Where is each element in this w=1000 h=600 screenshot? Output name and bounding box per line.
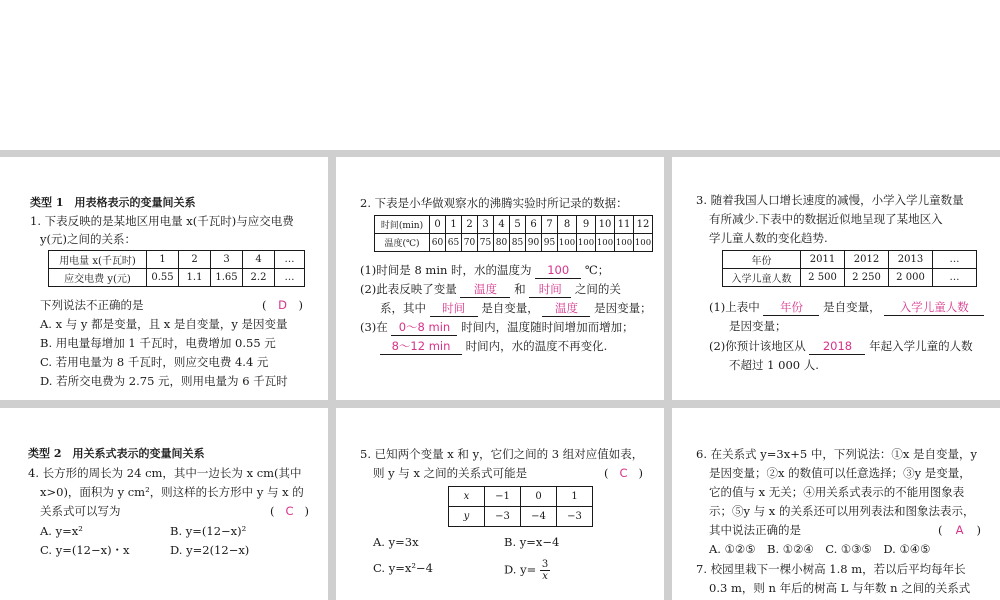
option-a: A. x 与 y 都是变量，且 x 是自变量，y 是因变量	[40, 317, 288, 331]
question-text: 5. 已知两个变量 x 和 y，它们之间的 3 组对应值如表，	[360, 447, 644, 461]
table-cell: 100	[596, 234, 615, 252]
table-cell: 70	[462, 234, 478, 252]
table-row	[49, 269, 305, 287]
table-cell: 95	[542, 234, 558, 252]
answer-value: C	[619, 466, 628, 480]
fill-blank: 温度	[460, 282, 510, 298]
subquestion-1	[360, 261, 609, 279]
fill-blank: 0～8 min	[391, 320, 457, 336]
table-cell: 用电量 x(千瓦时)	[49, 251, 147, 269]
table-cell: 2 000	[889, 269, 933, 287]
subquestion-text: 系，其中	[380, 301, 426, 315]
table-cell: 65	[446, 234, 462, 252]
table-cell: 入学儿童人数	[723, 269, 801, 287]
subquestion-text: (2)你预计该地区从	[709, 339, 806, 353]
fraction-denominator: x	[542, 571, 548, 582]
fill-blank: 100	[535, 263, 581, 279]
question-text: 有所减少.下表中的数据近似地呈现了某地区入	[709, 212, 943, 226]
table-cell: 1.65	[211, 269, 243, 287]
table-cell: 60	[430, 234, 446, 252]
table-row	[375, 234, 653, 252]
subquestion-text: ℃；	[584, 263, 610, 277]
table-cell: 2013	[889, 251, 933, 269]
question-text: 示；⑤y 与 x 的关系还可以用列表法和图象法表示，	[709, 504, 975, 518]
section-title: 类型 1 用表格表示的变量间关系	[30, 196, 196, 209]
question-prompt: 下列说法不正确的是	[40, 298, 144, 312]
table-cell: 9	[577, 216, 596, 234]
table-cell: 5	[510, 216, 526, 234]
table-cell: 2.2	[243, 269, 275, 287]
fraction-numerator: 3	[541, 559, 549, 570]
table-cell: 2012	[845, 251, 889, 269]
table-cell: −4	[521, 507, 557, 527]
table-cell: 0	[521, 487, 557, 507]
option-b: B. 用电量每增加 1 千瓦时，电费增加 0.55 元	[40, 336, 276, 350]
section-title: 类型 2 用关系式表示的变量间关系	[28, 447, 205, 460]
table-cell: …	[275, 251, 305, 269]
table-cell: 100	[615, 234, 634, 252]
table-cell: x	[449, 487, 485, 507]
question-text: 它的值与 x 无关；④用关系式表示的不能用图象表	[709, 485, 965, 499]
option-a: A. y=3x	[373, 535, 419, 549]
table-cell: …	[933, 269, 977, 287]
fill-blank: 2018	[809, 339, 865, 355]
table-cell: 100	[634, 234, 653, 252]
subquestion-1	[709, 298, 984, 316]
answer-value: A	[955, 523, 964, 537]
option-a: A. y=x²	[40, 524, 83, 538]
table-cell: 温度(℃)	[375, 234, 430, 252]
question-text: 其中说法正确的是	[709, 523, 801, 537]
question-text: 4. 长方形的周长为 24 cm，其中一边长为 x cm(其中	[28, 466, 302, 480]
data-table	[374, 215, 653, 252]
subquestion-2-cont	[380, 299, 652, 317]
table-cell: 3	[478, 216, 494, 234]
subquestion-text: 和	[514, 282, 526, 296]
option-c: C. y=(12−x)・x	[40, 543, 130, 557]
fill-blank: 温度	[542, 301, 590, 317]
subquestion-text: (1)上表中	[709, 300, 760, 314]
question-text: 1. 下表反映的是某地区用电量 x(千瓦时)与应交电费	[30, 214, 294, 228]
question-text: 3. 随着我国人口增长速度的减慢，小学入学儿童数量	[696, 193, 964, 207]
table-cell: 2 250	[845, 269, 889, 287]
table-cell: 7	[542, 216, 558, 234]
panel-q6	[672, 408, 1000, 600]
subquestion-text: 不超过 1 000 人.	[729, 358, 819, 372]
option-d	[504, 559, 550, 582]
question-text: 6. 在关系式 y=3x+5 中，下列说法：①x 是自变量，y	[696, 447, 977, 461]
subquestion-text: 时间内，水的温度不再变化.	[465, 339, 608, 353]
subquestion-text: 之间的关	[574, 282, 621, 296]
question-text: 是因变量；②x 的数值可以任意选择；③y 是变量，	[709, 466, 971, 480]
table-cell: 应交电费 y(元)	[49, 269, 147, 287]
question-text: 学儿童人数的变化趋势.	[709, 231, 828, 245]
table-row	[449, 507, 593, 527]
subquestion-3	[360, 318, 634, 336]
panel-q3	[672, 157, 1000, 400]
option-c: C. 若用电量为 8 千瓦时，则应交电费 4.4 元	[40, 355, 269, 369]
table-cell: 2 500	[801, 269, 845, 287]
subquestion-text: 是自变量，	[823, 300, 881, 314]
table-cell: …	[933, 251, 977, 269]
table-cell: 2	[179, 251, 211, 269]
table-cell: 90	[526, 234, 542, 252]
data-table	[722, 250, 977, 287]
answer-bracket: ( D )	[262, 298, 303, 312]
fill-blank: 入学儿童人数	[884, 300, 984, 316]
fill-blank: 8～12 min	[380, 339, 462, 355]
table-cell: 100	[558, 234, 577, 252]
answer-bracket: ( C )	[604, 466, 643, 480]
option-d: D. 若所交电费为 2.75 元，则用电量为 6 千瓦时	[40, 374, 288, 388]
table-row	[449, 487, 593, 507]
table-cell: 年份	[723, 251, 801, 269]
subquestion-text: 是因变量；	[729, 319, 787, 333]
question-text: 0.3 m，则 n 年后的树高 L 与年数 n 之间的关系式	[709, 581, 971, 595]
fill-blank: 时间	[430, 301, 478, 317]
table-cell: 1.1	[179, 269, 211, 287]
table-cell: 100	[577, 234, 596, 252]
options-line: A. ①②⑤ B. ①②④ C. ①③⑤ D. ①④⑤	[709, 542, 931, 556]
table-cell: 75	[478, 234, 494, 252]
table-cell: 4	[243, 251, 275, 269]
answer-value: D	[278, 298, 287, 312]
question-text: 则 y 与 x 之间的关系式可能是	[373, 466, 528, 480]
table-cell: 1	[557, 487, 593, 507]
table-row	[723, 251, 977, 269]
table-cell: 2	[462, 216, 478, 234]
answer-bracket: ( A )	[938, 523, 981, 537]
data-table	[448, 486, 593, 527]
table-cell: 2011	[801, 251, 845, 269]
option-text: D. y=	[504, 562, 537, 577]
table-cell: 4	[494, 216, 510, 234]
panel-q2	[336, 157, 664, 400]
table-cell: 11	[615, 216, 634, 234]
table-cell: 3	[211, 251, 243, 269]
table-cell: …	[275, 269, 305, 287]
option-b: B. y=(12−x)²	[170, 524, 247, 538]
question-text: 2. 下表是小华做观察水的沸腾实验时所记录的数据：	[360, 196, 628, 210]
subquestion-3-cont	[380, 337, 607, 355]
table-cell: 10	[596, 216, 615, 234]
subquestion-text: (3)在	[360, 320, 388, 334]
fill-blank: 年份	[763, 300, 819, 316]
table-cell: 1	[147, 251, 179, 269]
question-text: 7. 校园里栽下一棵小树高 1.8 m，若以后平均每年长	[696, 562, 966, 576]
subquestion-text: 是自变量，	[481, 301, 539, 315]
question-text: x>0)，面积为 y cm²，则这样的长方形中 y 与 x 的	[40, 485, 304, 499]
table-cell: y	[449, 507, 485, 527]
question-text: y(元)之间的关系：	[40, 232, 136, 246]
subquestion-text: 年起入学儿童的人数	[869, 339, 973, 353]
table-cell: −3	[557, 507, 593, 527]
question-text: 关系式可以写为	[40, 504, 121, 518]
subquestion-text: 时间内，温度随时间增加而增加；	[461, 320, 634, 334]
table-cell: 80	[494, 234, 510, 252]
table-row	[49, 251, 305, 269]
option-b: B. y=x−4	[504, 535, 560, 549]
table-cell: −1	[485, 487, 521, 507]
table-cell: 时间(min)	[375, 216, 430, 234]
fraction	[540, 559, 550, 582]
table-cell: 1	[446, 216, 462, 234]
data-table	[48, 250, 305, 287]
answer-bracket: ( C )	[270, 504, 309, 518]
answer-value: C	[285, 504, 294, 518]
table-row	[375, 216, 653, 234]
table-cell: 85	[510, 234, 526, 252]
subquestion-text: 是因变量；	[594, 301, 652, 315]
table-cell: 8	[558, 216, 577, 234]
table-cell: 6	[526, 216, 542, 234]
table-row	[723, 269, 977, 287]
panel-q1	[0, 157, 328, 400]
subquestion-2	[360, 280, 621, 298]
panel-q5	[336, 408, 664, 600]
subquestion-text: (1)时间是 8 min 时，水的温度为	[360, 263, 532, 277]
subquestion-text: (2)此表反映了变量	[360, 282, 457, 296]
option-c: C. y=x²−4	[373, 561, 433, 575]
table-cell: −3	[485, 507, 521, 527]
fill-blank: 时间	[529, 282, 571, 298]
table-cell: 0.55	[147, 269, 179, 287]
panel-q4	[0, 408, 328, 600]
option-d: D. y=2(12−x)	[170, 543, 250, 557]
subquestion-2	[709, 337, 973, 355]
table-cell: 0	[430, 216, 446, 234]
table-cell: 12	[634, 216, 653, 234]
